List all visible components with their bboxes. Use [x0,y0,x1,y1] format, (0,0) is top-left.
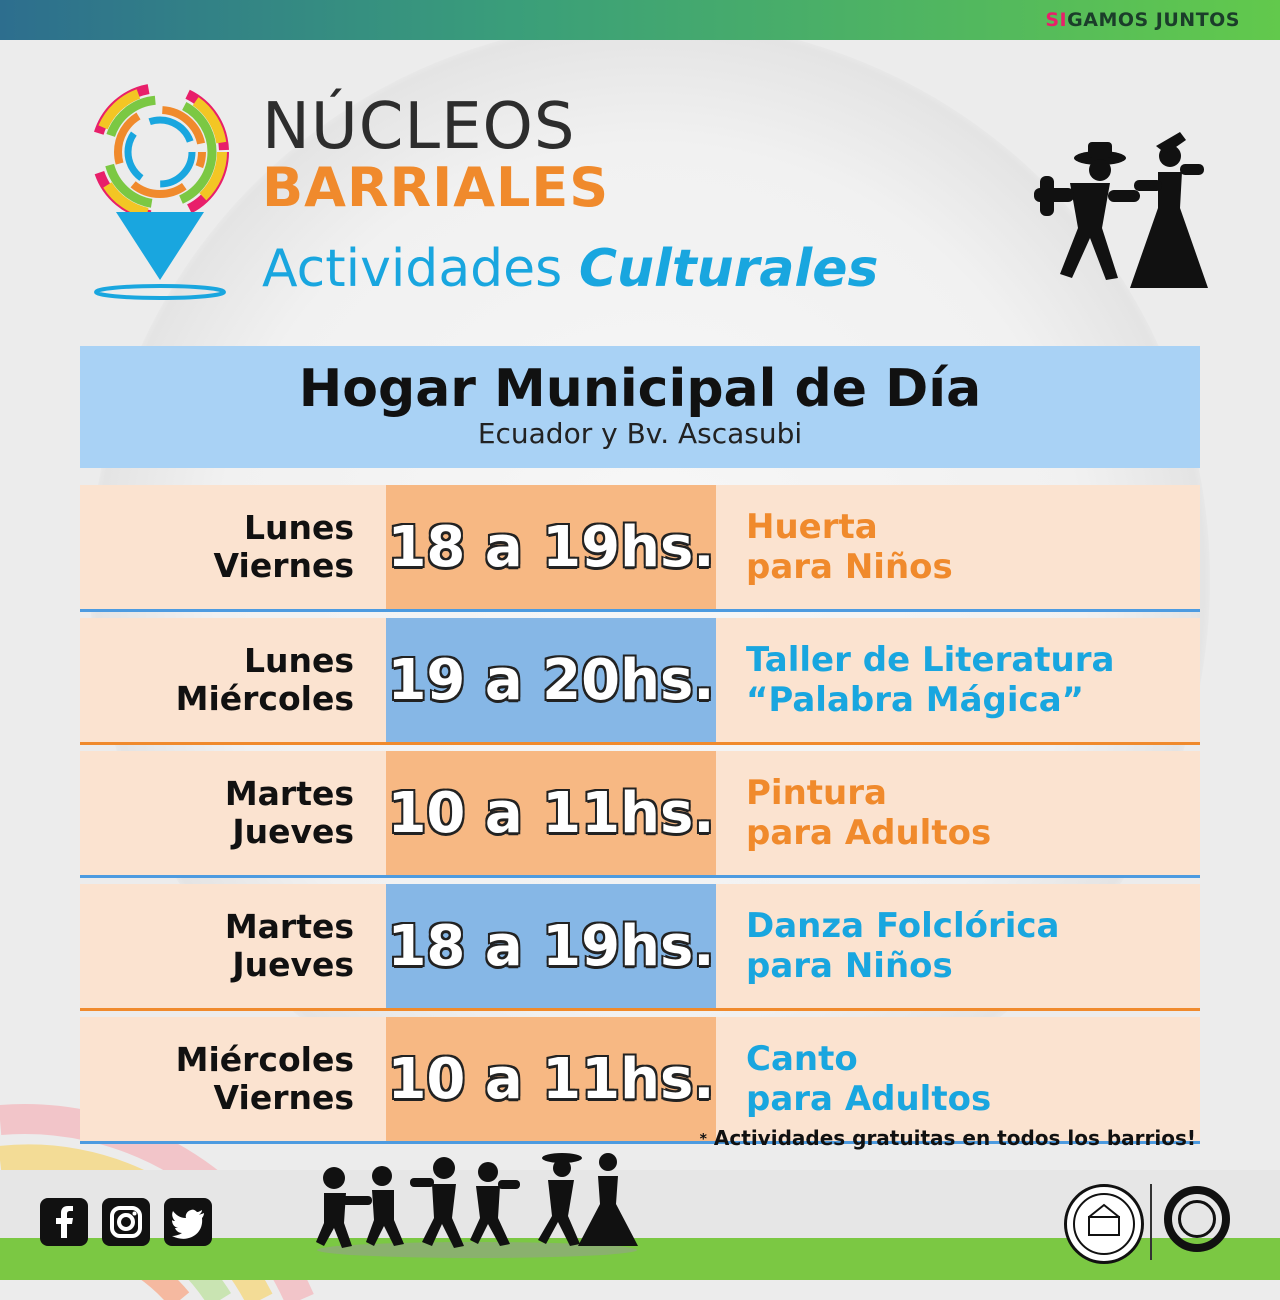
schedule-time: 19 a 20hs. [386,618,716,742]
schedule-days [80,1017,354,1141]
schedule-time: 10 a 11hs. [386,1017,716,1141]
folk-dancers-icon [1030,128,1210,298]
day-label: Jueves [232,812,354,851]
schedule-days [80,618,354,742]
day-label: Lunes [243,508,354,547]
schedule-activity [746,884,1060,1008]
day-label: Viernes [213,1078,354,1117]
activity-line: Huerta [746,507,878,547]
activity-line: para Adultos [746,1079,992,1119]
schedule-time: 18 a 19hs. [386,884,716,1008]
day-label: Lunes [243,641,354,680]
slogan-rest: GAMOS JUNTOS [1067,9,1240,31]
activity-line: Pintura [746,773,887,813]
slogan-prefix: SI [1045,9,1068,31]
activity-line: para Niños [746,547,953,587]
dancers-footer-icon [312,1138,642,1258]
venue-header [80,346,1200,468]
schedule-time: 10 a 11hs. [386,751,716,875]
day-label: Martes [224,907,354,946]
schedule-row [80,884,1200,1011]
activity-line: Danza Folclórica [746,906,1060,946]
note-mark: * [699,1131,707,1148]
day-label: Miércoles [175,1040,354,1079]
slogan [1045,9,1240,31]
brand-line2: BARRIALES [262,156,610,219]
footer-divider [1150,1184,1152,1260]
activity-line: para Niños [746,946,953,986]
schedule-days [80,485,354,609]
note-text: Actividades gratuitas en todos los barrios! [713,1126,1196,1150]
instagram-icon[interactable] [102,1198,150,1246]
schedule-activity [746,1017,991,1141]
schedule-activity [746,485,953,609]
subtitle-bold: Culturales [578,239,879,299]
schedule-activity [746,618,1114,742]
schedule-days [80,751,354,875]
twitter-icon[interactable] [164,1198,212,1246]
schedule-days [80,884,354,1008]
day-label: Miércoles [175,679,354,718]
activity-line: Taller de Literatura [746,640,1115,680]
venue-name: Hogar Municipal de Día [298,359,982,419]
activity-line: “Palabra Mágica” [746,680,1084,720]
schedule-row [80,1017,1200,1144]
schedule-row [80,751,1200,878]
activity-line: para Adultos [746,813,992,853]
top-bar [0,0,1280,40]
facebook-icon[interactable] [40,1198,88,1246]
schedule-row [80,618,1200,745]
schedule-table [80,485,1200,1150]
schedule-time: 18 a 19hs. [386,485,716,609]
brand-line1: NÚCLEOS [262,90,576,164]
schedule-activity [746,751,991,875]
schedule-row [80,485,1200,612]
ring-logo-inner [1178,1200,1216,1238]
activity-line: Canto [746,1039,858,1079]
day-label: Martes [224,774,354,813]
subtitle-regular: Actividades [262,239,563,299]
venue-address: Ecuador y Bv. Ascasubi [477,417,803,450]
day-label: Jueves [232,945,354,984]
municipal-seal-icon [1064,1184,1144,1264]
free-activities-note [700,1126,1196,1150]
page-subtitle [262,237,878,301]
day-label: Viernes [213,546,354,585]
nucleos-logo-icon [88,82,238,302]
